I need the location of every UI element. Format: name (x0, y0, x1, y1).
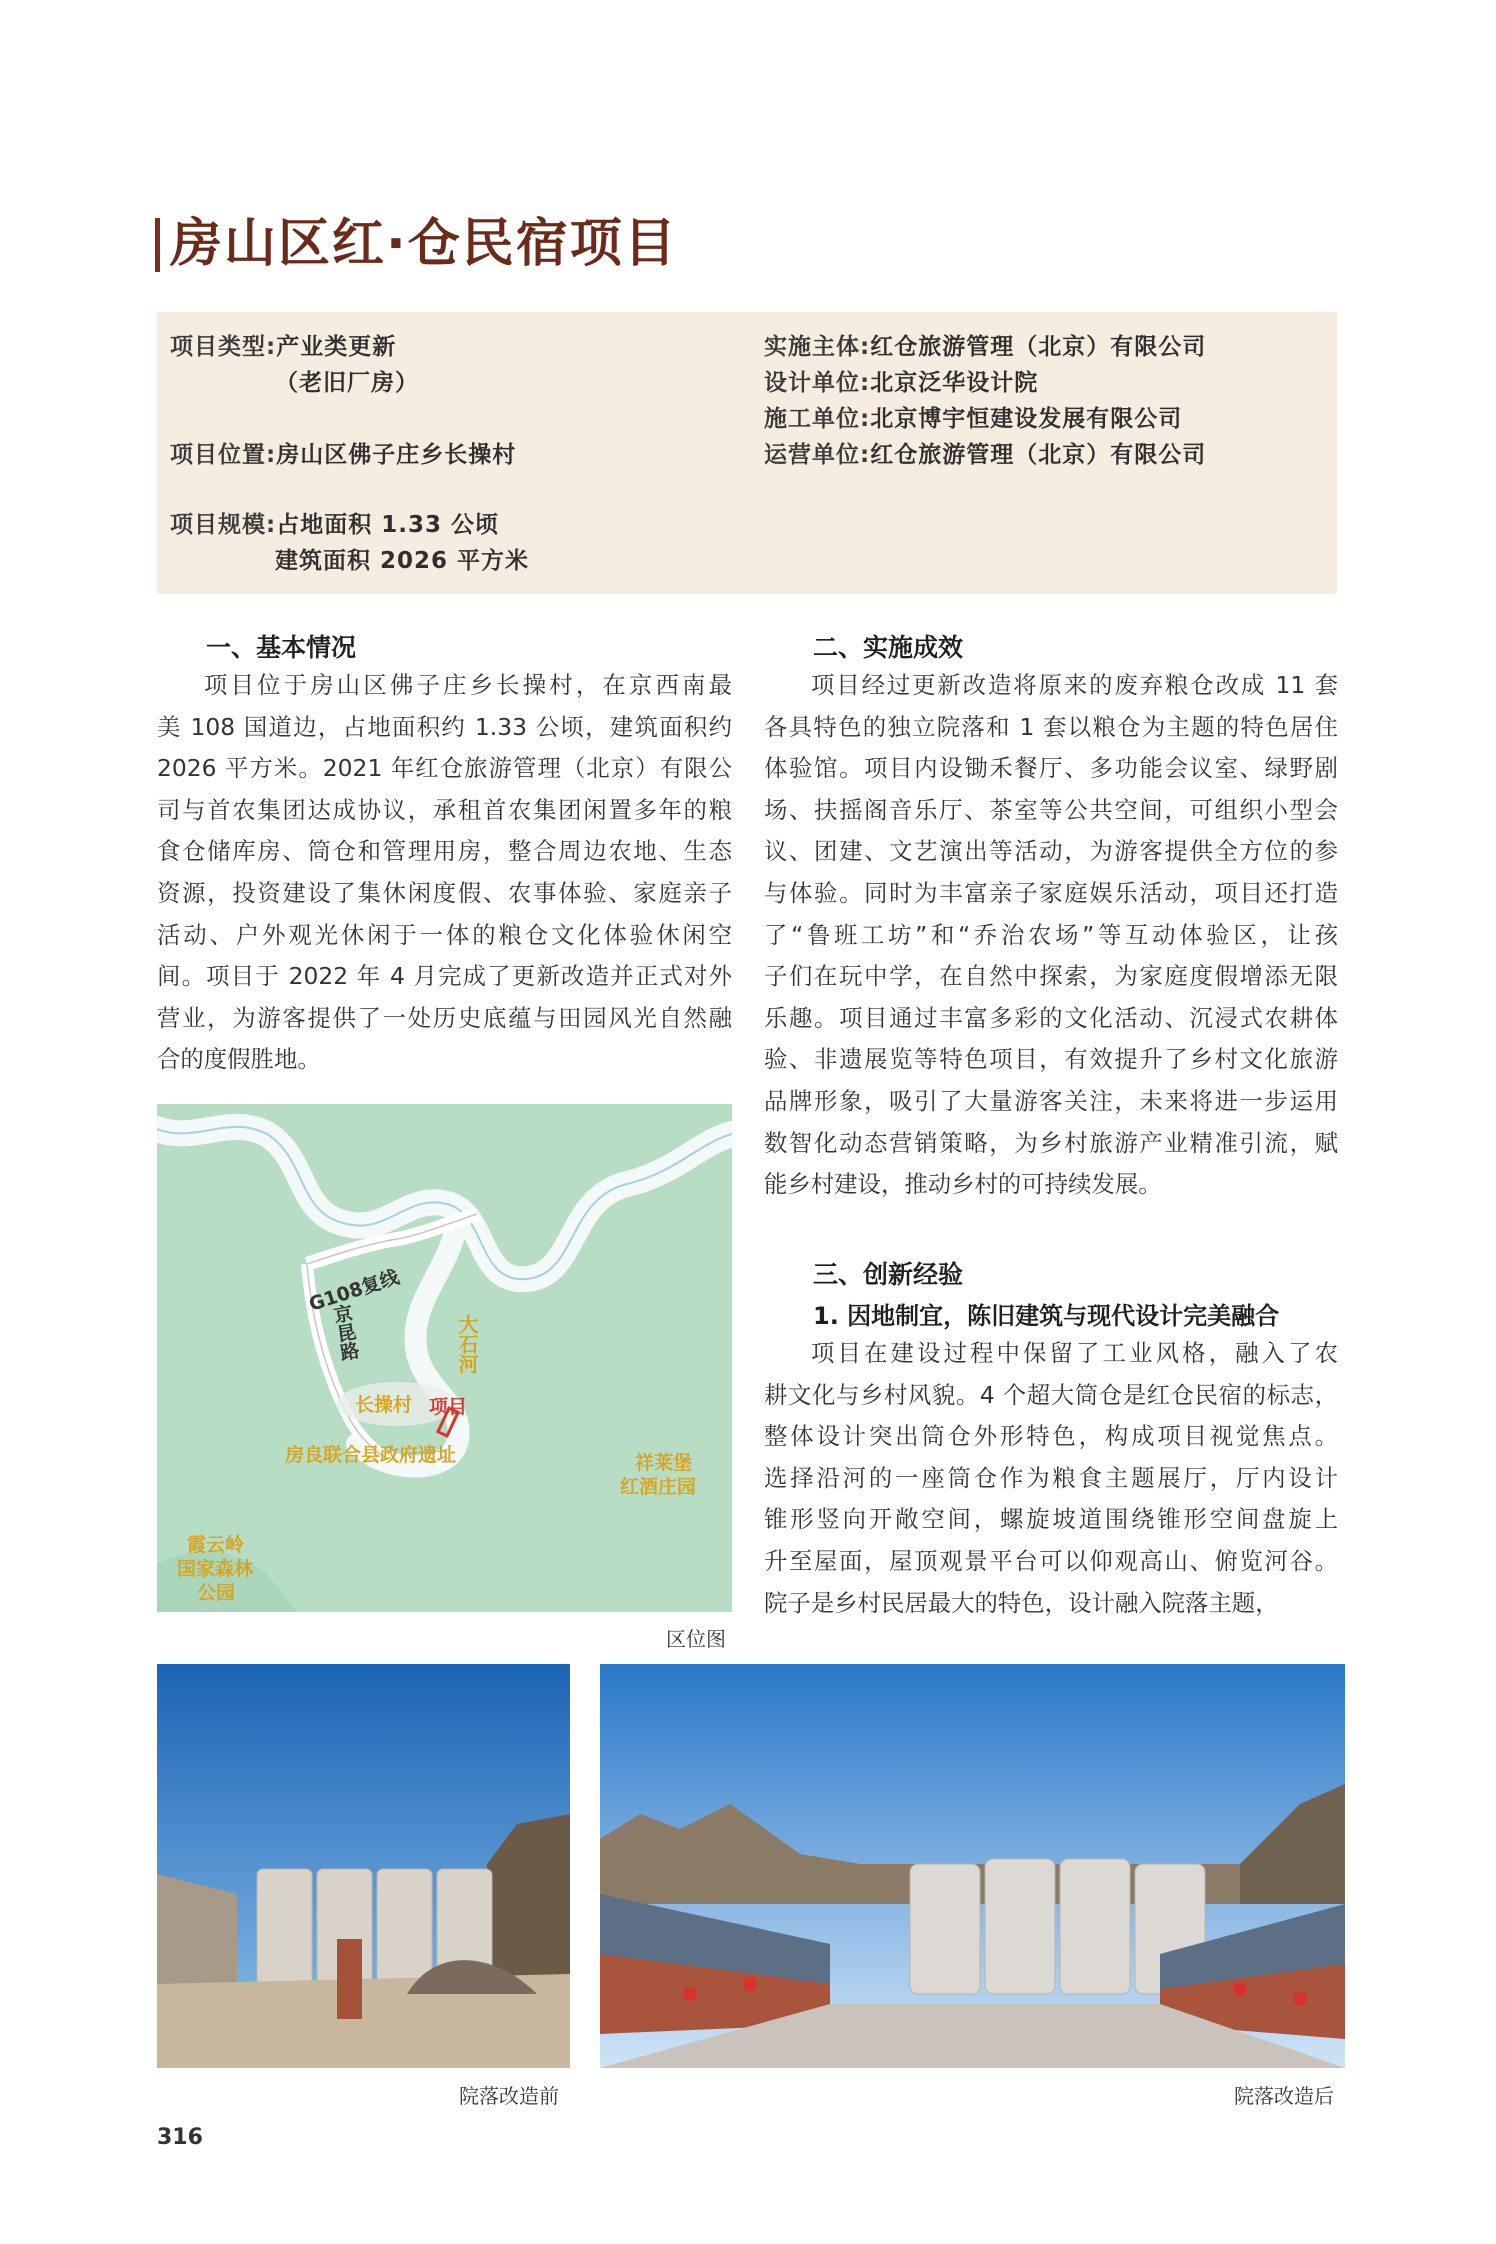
map-label-park-3: 公园 (197, 1582, 236, 1604)
location-map (157, 1104, 732, 1612)
paragraph-line: 能乡村建设，推动乡村的可持续发展。 (764, 1170, 1162, 1199)
map-label-winery-1: 祥莱堡 (635, 1452, 693, 1474)
page-title: 房山区红·仓民宿项目 (170, 214, 678, 274)
location-row (170, 436, 516, 469)
photo-after-renovation (600, 1664, 1345, 2068)
project-info-box (157, 312, 1337, 594)
paragraph-line: 品牌形象，吸引了大量游客关注，未来将进一步运用 (764, 1086, 1338, 1115)
paragraph-line: 项目在建设过程中保留了工业风格，融入了农 (811, 1339, 1338, 1367)
type-row (170, 328, 396, 361)
builder-value: 北京博宇恒建设发展有限公司 (870, 406, 1183, 432)
scale-value-2: 建筑面积 2026 平方米 (275, 548, 530, 574)
section-3-paragraph (764, 1333, 1338, 1624)
paragraph-line: 验、非遗展览等特色项目，有效提升了乡村文化旅游 (764, 1045, 1338, 1074)
paragraph-line: 营业，为游客提供了一处历史底蕴与田园风光自然融 (157, 1003, 732, 1032)
implementer-value: 红仓旅游管理（北京）有限公司 (870, 334, 1207, 360)
paragraph-line: 合的度假胜地。 (157, 1045, 321, 1074)
paragraph-line: 议、团建、文艺演出等活动，为游客提供全方位的参 (764, 837, 1338, 866)
page-number: 316 (157, 2125, 203, 2150)
paragraph-line: 场、扶摇阁音乐厅、茶室等公共空间，可组织小型会 (764, 795, 1338, 824)
paragraph-line: 院子是乡村民居最大的特色，设计融入院落主题， (764, 1588, 1279, 1617)
designer-value: 北京泛华设计院 (870, 370, 1039, 396)
map-label-project: 项目 (429, 1396, 468, 1418)
map-label-jingkun-road: 京昆路 (329, 1302, 361, 1363)
section-2-paragraph (764, 665, 1338, 1206)
photo-after-graphic (600, 1664, 1345, 2068)
paragraph-line: 体验馆。项目内设锄禾餐厅、多功能会议室、绿野剧 (764, 754, 1338, 783)
paragraph-line: 了“鲁班工坊”和“乔治农场”等互动体验区，让孩 (764, 920, 1338, 949)
operator-value: 红仓旅游管理（北京）有限公司 (870, 442, 1207, 468)
map-label-river: 大石河 (455, 1314, 479, 1374)
operator-label: 运营单位: (764, 442, 871, 468)
paragraph-line: 子们在玩中学，在自然中探索，为家庭度假增添无限 (764, 962, 1338, 991)
paragraph-line: 食仓储库房、筒仓和管理用房，整合周边农地、生态 (157, 837, 732, 866)
designer-label: 设计单位: (764, 370, 871, 396)
scale-label: 项目规模: (170, 512, 277, 538)
photo-before-renovation (157, 1664, 570, 2068)
section-1-heading: 一、基本情况 (206, 633, 357, 662)
paragraph-line: 项目经过更新改造将原来的废弃粮仓改成 11 套 (811, 671, 1338, 699)
paragraph-line: 活动、户外观光休闲于一体的粮仓文化体验休闲空 (157, 920, 732, 949)
paragraph-line: 2026 平方米。2021 年红仓旅游管理（北京）有限公 (157, 754, 732, 783)
implementer-label: 实施主体: (764, 334, 871, 360)
paragraph-line: 选择沿河的一座筒仓作为粮食主题展厅，厅内设计 (764, 1463, 1338, 1492)
paragraph-line: 司与首农集团达成协议，承租首农集团闲置多年的粮 (157, 795, 732, 824)
type-value: 产业类更新 (276, 334, 397, 360)
title-accent-bar (155, 218, 160, 272)
paragraph-line: 数智化动态营销策略，为乡村旅游产业精准引流，赋 (764, 1128, 1338, 1157)
map-label-village: 长操村 (355, 1394, 413, 1416)
location-value: 房山区佛子庄乡长操村 (276, 442, 517, 468)
section-2-heading: 二、实施成效 (813, 633, 964, 662)
paragraph-line: 升至屋面，屋顶观景平台可以仰观高山、俯览河谷。 (764, 1546, 1338, 1575)
section-3-heading: 三、创新经验 (813, 1260, 964, 1289)
paragraph-line: 项目位于房山区佛子庄乡长操村，在京西南最 (204, 671, 732, 699)
paragraph-line: 美 108 国道边，占地面积约 1.33 公顷，建筑面积约 (157, 712, 732, 741)
map-label-winery-2: 红酒庄园 (620, 1476, 697, 1498)
implementer-row (764, 328, 1206, 361)
scale-value-1: 占地面积 1.33 公顷 (276, 512, 499, 538)
map-label-site: 房良联合县政府遗址 (285, 1444, 457, 1466)
paragraph-line: 整体设计突出筒仓外形特色，构成项目视觉焦点。 (764, 1422, 1338, 1451)
scale-row (170, 506, 499, 539)
paragraph-line: 锥形竖向开敞空间，螺旋坡道围绕锥形空间盘旋上 (764, 1505, 1338, 1534)
map-label-park-2: 国家森林 (177, 1558, 254, 1580)
photo-before-graphic (157, 1664, 570, 2068)
paragraph-line: 各具特色的独立院落和 1 套以粮仓为主题的特色居住 (764, 712, 1338, 741)
type-value-2: （老旧厂房） (275, 370, 419, 396)
paragraph-line: 乐趣。项目通过丰富多彩的文化活动、沉浸式农耕体 (764, 1003, 1338, 1032)
type-label: 项目类型: (170, 334, 277, 360)
operator-row (764, 436, 1206, 469)
paragraph-line: 资源，投资建设了集休闲度假、农事体验、家庭亲子 (157, 878, 732, 907)
map-caption: 区位图 (666, 1627, 726, 1651)
paragraph-line: 间。项目于 2022 年 4 月完成了更新改造并正式对外 (157, 962, 732, 991)
builder-row (764, 400, 1182, 433)
location-label: 项目位置: (170, 442, 277, 468)
map-label-park-1: 霞云岭 (187, 1534, 245, 1556)
map-label-g108: G108复线 (306, 1266, 402, 1316)
paragraph-line: 耕文化与乡村风貌。4 个超大筒仓是红仓民宿的标志， (764, 1380, 1338, 1409)
designer-row (764, 364, 1038, 397)
section-1-paragraph (157, 665, 732, 1081)
builder-label: 施工单位: (764, 406, 871, 432)
photo-before-caption: 院落改造前 (459, 2084, 559, 2108)
photo-after-caption: 院落改造后 (1234, 2084, 1334, 2108)
paragraph-line: 与体验。同时为丰富亲子家庭娱乐活动，项目还打造 (764, 878, 1338, 907)
section-3-subheading: 1. 因地制宜，陈旧建筑与现代设计完美融合 (813, 1302, 1280, 1330)
